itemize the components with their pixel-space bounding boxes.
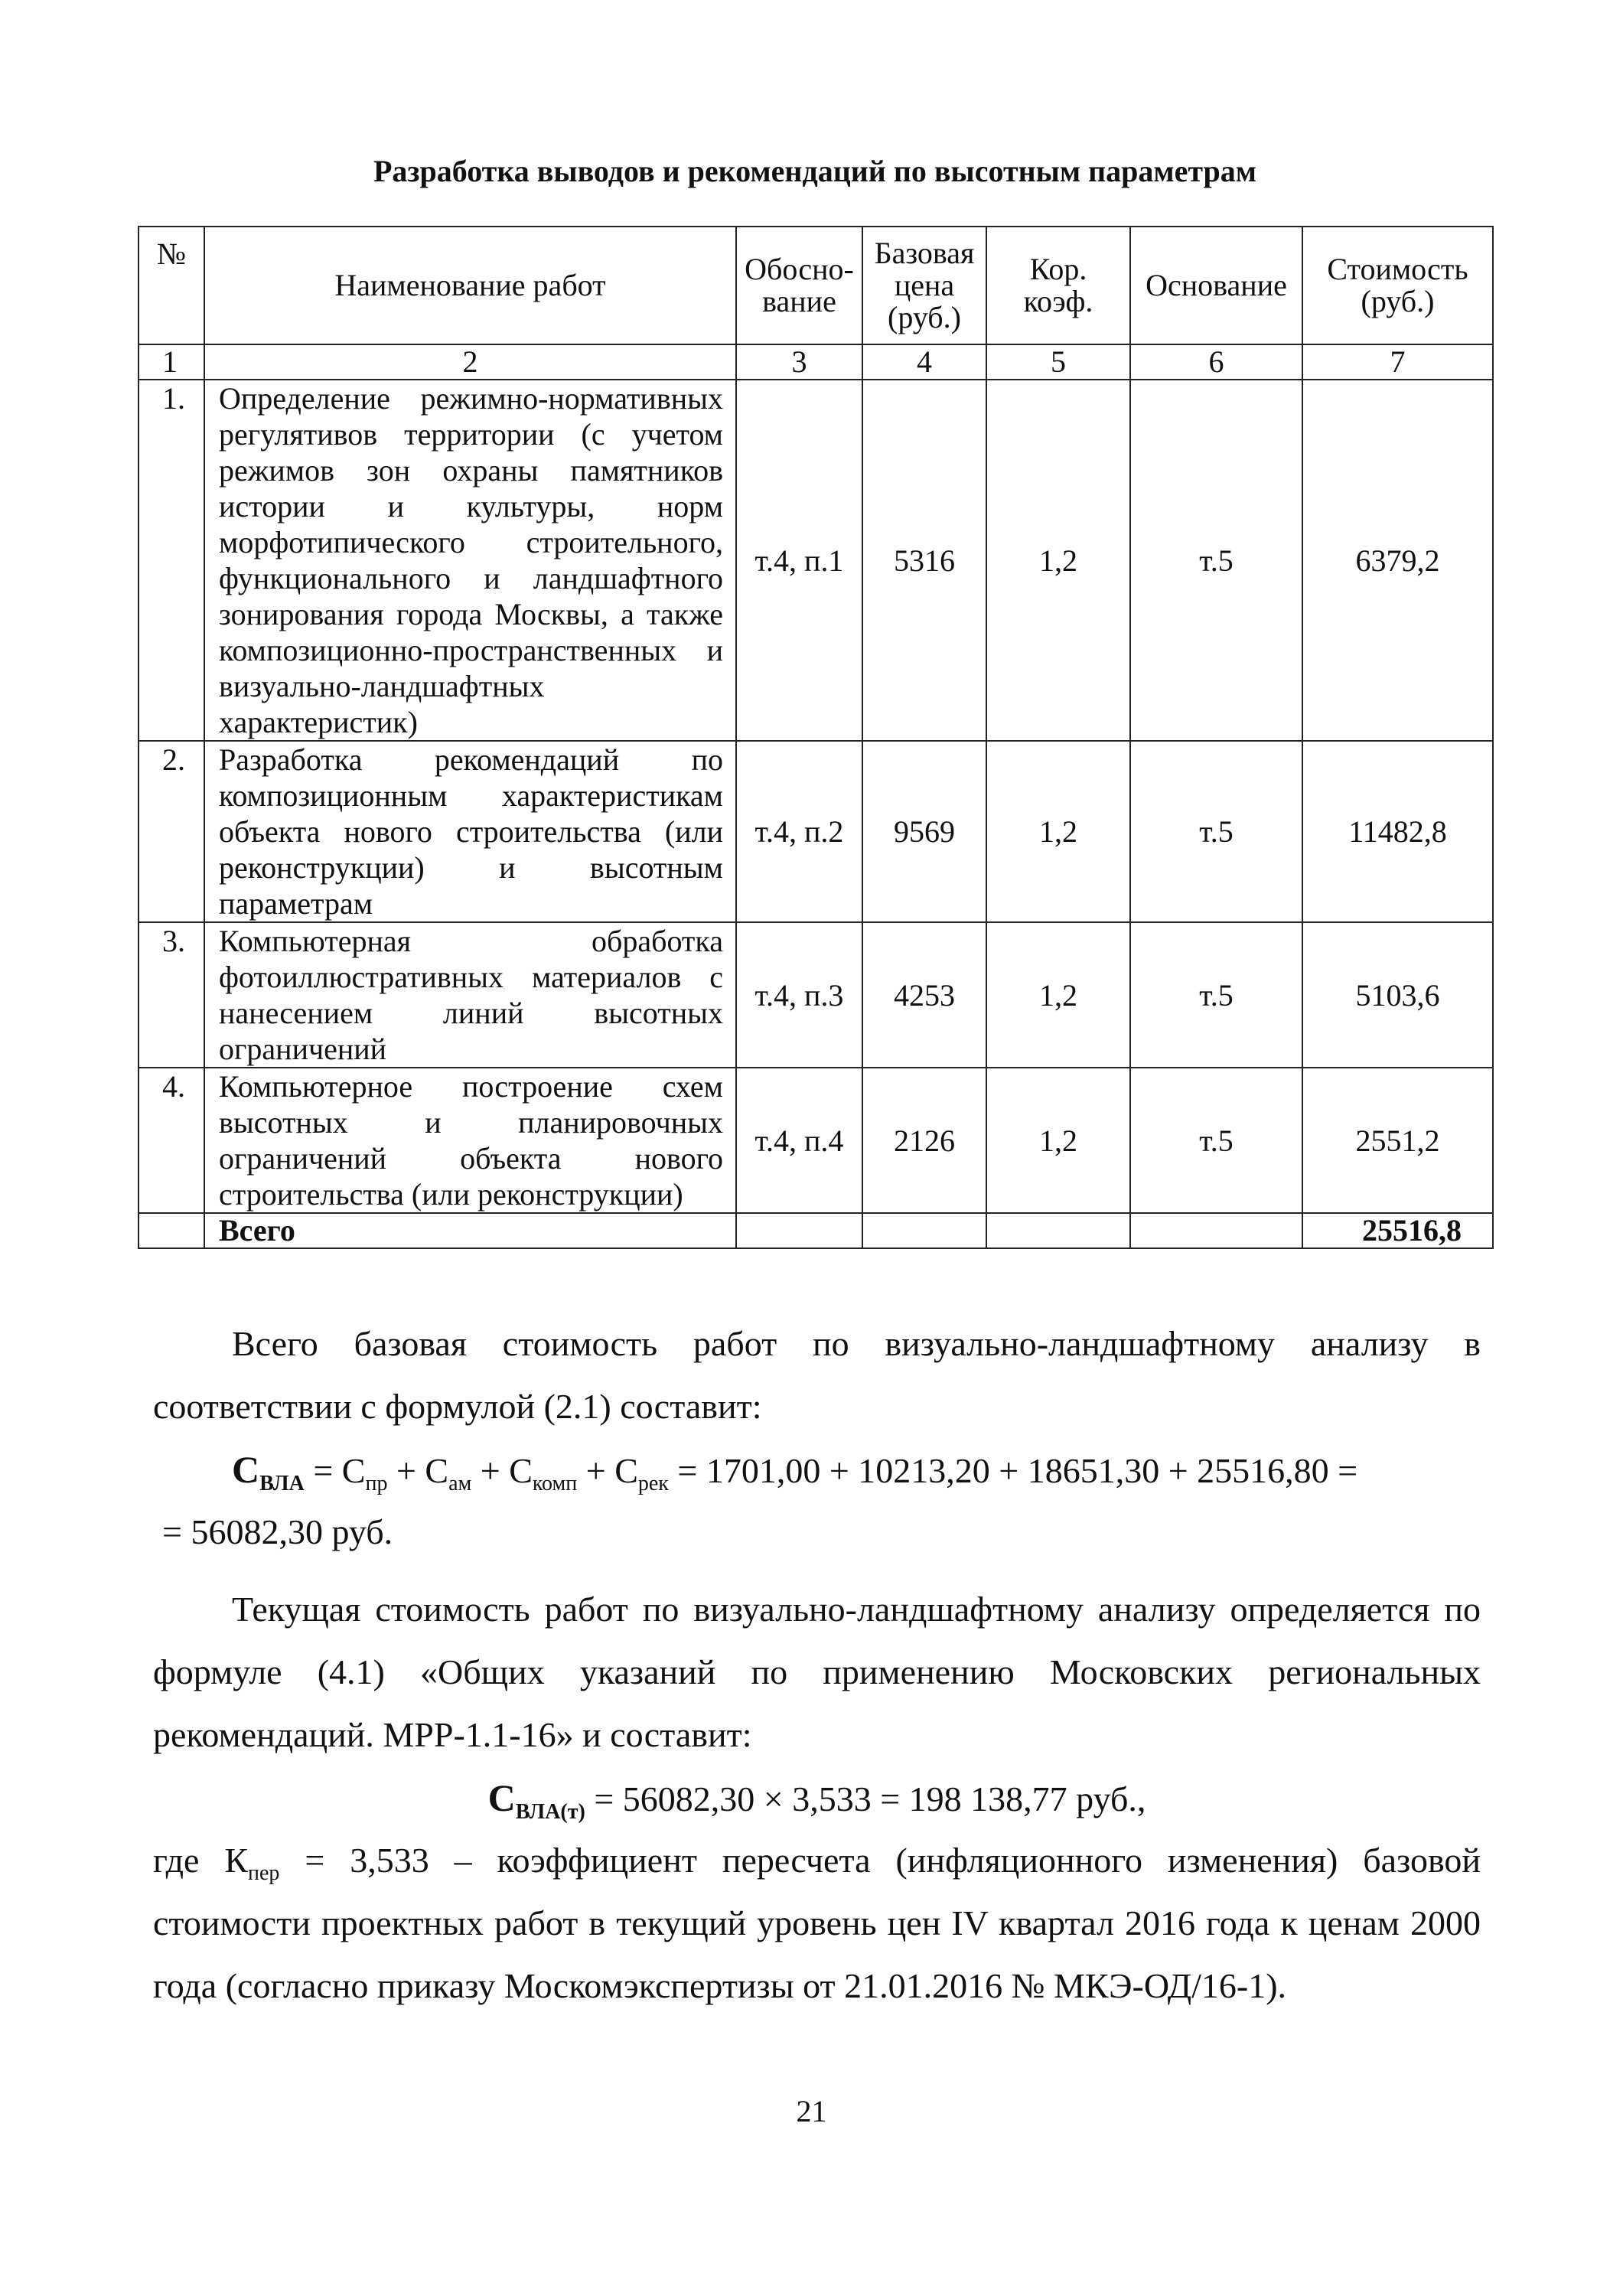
row-foundation: т.5 (1130, 741, 1302, 922)
paragraph-current-cost: Текущая стоимость работ по визуально-ландшафтному анализу определяется по формуле (4.1) «Общих указаний по применению Московских региональных рекомендаций. МРР-1.1-16» и составит: (153, 1590, 1481, 1754)
table-row (139, 380, 1493, 741)
row-basis-ref: т.4, п.1 (736, 380, 862, 741)
column-number: 5 (986, 344, 1130, 380)
header-foundation: Основание (1130, 227, 1302, 344)
column-number: 4 (862, 344, 986, 380)
row-basis-ref: т.4, п.4 (736, 1068, 862, 1213)
formula-base-cost-result: = 56082,30 руб. (162, 1512, 393, 1551)
header-coef: Кор. коэф. (986, 227, 1130, 344)
total-cost: 25516,8 (1302, 1213, 1493, 1248)
page-number: 21 (796, 2094, 827, 2128)
row-name: Компьютерная обработка фотоиллюстративных материалов с нанесением линий высотных ограничений (204, 922, 736, 1068)
table-header-row (139, 227, 1493, 344)
table-row (139, 1068, 1493, 1213)
column-number-row (139, 344, 1493, 380)
row-base-price: 5316 (862, 380, 986, 741)
row-no: 1. (139, 380, 204, 741)
header-base-price: Базовая цена (руб.) (862, 227, 986, 344)
table-row (139, 741, 1493, 922)
table-title: Разработка выводов и рекомендаций по высотным параметрам (373, 154, 1257, 188)
paragraph-base-cost: Всего базовая стоимость работ по визуально-ландшафтному анализу в соответствии с формулой (2.1) составит: (153, 1324, 1481, 1426)
total-label: Всего (204, 1213, 736, 1248)
column-number: 7 (1302, 344, 1493, 380)
header-cost: Стоимость (руб.) (1302, 227, 1493, 344)
total-row (139, 1213, 1493, 1248)
row-name: Определение режимно-нормативных регулятивов территории (с учетом режимов зон охраны памятников истории и культуры, норм морфотипического строительного, функционального и ландшафтного зонирования города Москвы, а также композиционно-пространственных и визуально-ландшафтных характеристик) (204, 380, 736, 741)
column-number: 3 (736, 344, 862, 380)
row-basis-ref: т.4, п.2 (736, 741, 862, 922)
paragraph-coefficient: где $К_{пер} = 3,533$ – коэффициент пересчета (инфляционного изменения) базовой стоимости проектных работ в текущий уровень цен IV квартал 2016 года к ценам 2000 года (согласно приказу Москомэкспертизы от 21.01.2016 № МКЭ-ОД/16-1). (153, 1841, 1481, 2005)
header-no: № (139, 227, 204, 344)
row-cost: 5103,6 (1302, 922, 1493, 1068)
row-no: 4. (139, 1068, 204, 1213)
row-base-price: 4253 (862, 922, 986, 1068)
row-foundation: т.5 (1130, 380, 1302, 741)
row-foundation: т.5 (1130, 1068, 1302, 1213)
row-foundation: т.5 (1130, 922, 1302, 1068)
formula-base-cost: $С_{ВЛА} = С_{пр} + С_{ам} + С_{комп} + С_{рек} = 1701,00 + 10213,20 + 18651,30 + 25516,80$ = (232, 1448, 1358, 1495)
row-coef: 1,2 (986, 1068, 1130, 1213)
row-cost: 6379,2 (1302, 380, 1493, 741)
row-coef: 1,2 (986, 741, 1130, 922)
table-row (139, 922, 1493, 1068)
row-base-price: 9569 (862, 741, 986, 922)
row-coef: 1,2 (986, 380, 1130, 741)
works-table (138, 226, 1494, 1249)
row-basis-ref: т.4, п.3 (736, 922, 862, 1068)
row-cost: 2551,2 (1302, 1068, 1493, 1213)
column-number: 2 (204, 344, 736, 380)
row-name: Разработка рекомендаций по композиционным характеристикам объекта нового строительства (или реконструкции) и высотным параметрам (204, 741, 736, 922)
formula-current-cost: $С_{ВЛА(т)} = 56082,30 \times 3,533 = 198$ 138,77 руб., (487, 1776, 1146, 1824)
row-coef: 1,2 (986, 922, 1130, 1068)
row-cost: 11482,8 (1302, 741, 1493, 922)
row-name: Компьютерное построение схем высотных и планировочных ограничений объекта нового строительства (или реконструкции) (204, 1068, 736, 1213)
column-number: 1 (139, 344, 204, 380)
header-name: Наименование работ (204, 227, 736, 344)
header-basis-ref: Обосно-вание (736, 227, 862, 344)
row-base-price: 2126 (862, 1068, 986, 1213)
row-no: 2. (139, 741, 204, 922)
row-no: 3. (139, 922, 204, 1068)
column-number: 6 (1130, 344, 1302, 380)
